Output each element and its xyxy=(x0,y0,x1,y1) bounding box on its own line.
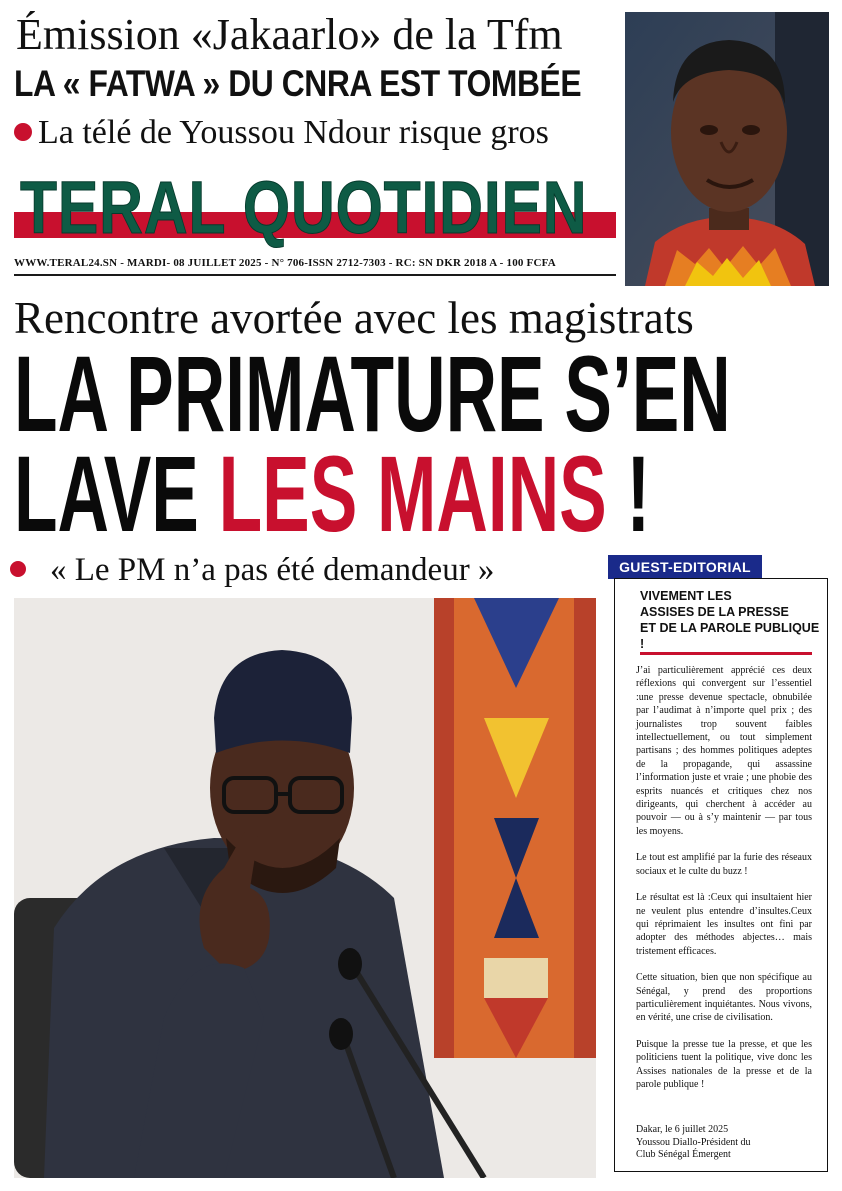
editorial-paragraph: Cette situation, bien que non spécifique au Sénégal, y prend des proportions particulièrement inquiétantes. Nous vivons, en vérité, une crise de civilisation. xyxy=(636,972,812,1024)
masthead-divider xyxy=(14,274,616,276)
lead-quote xyxy=(10,548,610,592)
guest-editorial-tag: GUEST-EDITORIAL xyxy=(608,555,762,579)
teaser-jakaarlo: Émission «Jakaarlo» de la Tfm xyxy=(16,10,563,59)
main-photo xyxy=(14,598,596,1178)
teaser-tele-risque xyxy=(14,112,614,154)
editorial-title-line: ASSISES DE LA PRESSE xyxy=(640,605,789,619)
lead-kicker: Rencontre avortée avec les magistrats xyxy=(14,293,694,343)
bullet-dot-icon xyxy=(14,123,32,141)
editorial-signature-line: Youssou Diallo-Président du xyxy=(636,1136,751,1148)
lead-headline-lave: LAVE xyxy=(14,433,219,554)
teaser-cnra-headline: LA « FATWA » DU CNRA EST TOMBÉE xyxy=(14,63,582,104)
lead-quote-text: « Le PM n’a pas été demandeur » xyxy=(50,552,495,588)
lead-headline-exclamation: ! xyxy=(606,433,651,554)
masthead xyxy=(14,168,616,252)
editorial-signature-line: Club Sénégal Émergent xyxy=(636,1149,731,1160)
lead-headline-line1: LA PRIMATURE S’EN xyxy=(14,333,731,454)
editorial-title-rule xyxy=(640,652,812,655)
editorial-signature xyxy=(636,1124,812,1162)
editorial-signature-line: Dakar, le 6 juillet 2025 xyxy=(636,1124,729,1135)
editorial-paragraph: Puisque la presse tue la presse, et que les politiciens tuent la politique, vive donc les Assises nationales de la presse et de la parole publique ! xyxy=(636,1038,812,1090)
lead-headline-line2 xyxy=(14,433,740,554)
editorial-title xyxy=(640,588,820,652)
editorial-paragraph: Le tout est amplifié par la furie des réseaux sociaux et le culte du buzz ! xyxy=(636,852,812,877)
editorial-title-line: VIVEMENT LES xyxy=(640,589,732,603)
editorial-paragraph: J’ai particulièrement apprécié ces deux réflexions qui convergent sur l’essentiel :une presse devenue spectacle, obnubilée par l’audimat à n’importe quel prix ; des journalistes trop souvent faibles intellectuellement, ou tout simplement partisans ; des hommes politiques adeptes de la propagande, qui assassine l’information juste et vraie ; une phobie des esprits nuancés et critiques chez nos dirigeants, qui cherchent à accéder au pouvoir — ou à s’y maintenir — par tous les moyens. xyxy=(636,665,812,837)
lead-headline-les-mains: LES MAINS xyxy=(218,433,607,554)
portrait-photo xyxy=(625,12,829,286)
editorial-body xyxy=(636,664,812,1104)
editorial-paragraph: Le résultat est là :Ceux qui insultaient hier ne veulent plus entendre d’insultes.Ceux qui réprimaient les insultes ont fini par adopter des méthodes abjectes… mais tristement efficaces. xyxy=(636,892,812,957)
editorial-title-line: ET DE LA PAROLE PUBLIQUE ! xyxy=(640,621,820,651)
teaser-tele-text: La télé de Youssou Ndour risque gros xyxy=(38,114,549,151)
masthead-title: TERAL QUOTIDIEN xyxy=(20,168,588,249)
bullet-dot-icon xyxy=(10,561,26,577)
masthead-info-line: WWW.TERAL24.SN - MARDI- 08 JUILLET 2025 - N° 706-ISSN 2712-7303 - RC: SN DKR 2018 A - 100 FCFA xyxy=(14,257,556,269)
